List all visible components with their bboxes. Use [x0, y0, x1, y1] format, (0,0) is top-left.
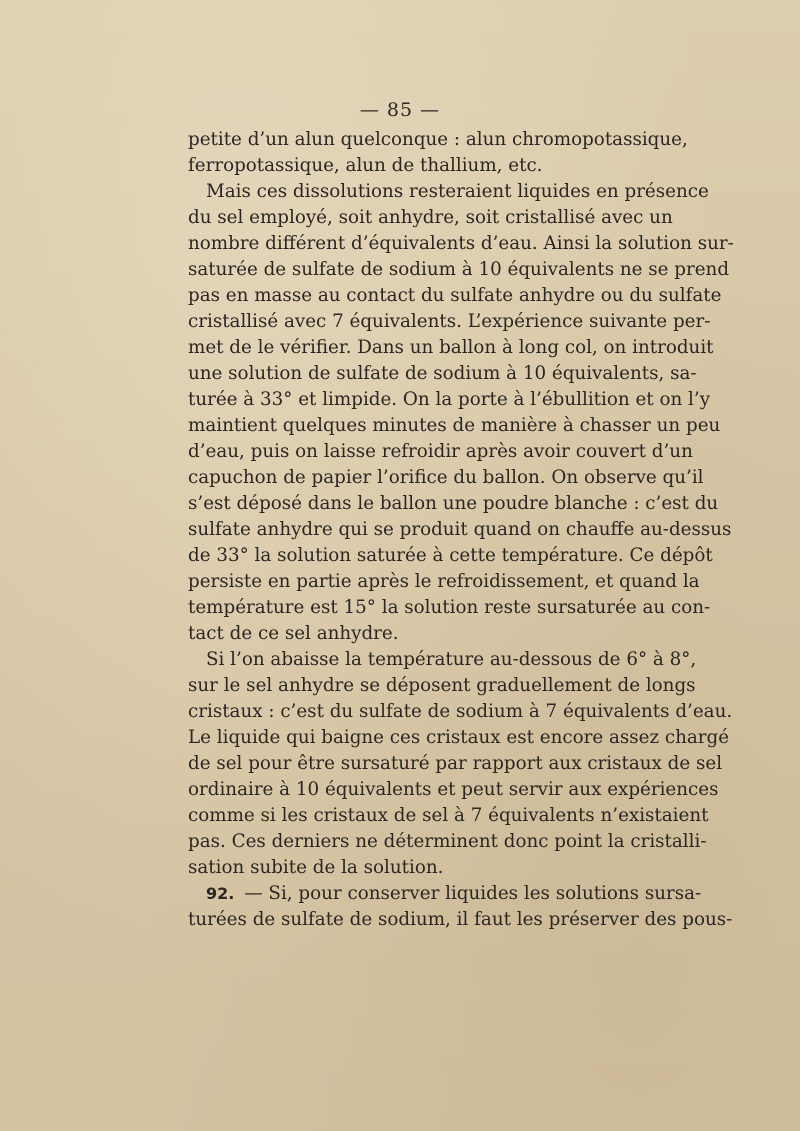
text-line: pas en masse au contact du sulfate anhydre ou du sulfate: [188, 285, 722, 306]
text-line: sation subite de la solution.: [188, 857, 444, 878]
text-line: persiste en partie après le refroidissement, et quand la: [188, 571, 700, 592]
text-line: de sel pour être sursaturé par rapport aux cristaux de sel: [188, 753, 723, 774]
paragraph-92-first-line: [188, 881, 702, 907]
text-line: s’est déposé dans le ballon une poudre blanche : c’est du: [188, 493, 719, 514]
paragraph-number: 92.: [206, 884, 235, 903]
text-line: sulfate anhydre qui se produit quand on chauffe au-dessus: [188, 519, 732, 540]
text-line: Mais ces dissolutions resteraient liquides en présence: [206, 181, 709, 202]
body-text: [188, 127, 734, 933]
text-line: — Si, pour conserver liquides les solutions sursa-: [244, 883, 702, 904]
text-line: petite d’un alun quelconque : alun chromopotassique,: [188, 129, 688, 150]
text-line: ferropotassique, alun de thallium, etc.: [188, 155, 543, 176]
text-line: de 33° la solution saturée à cette température. Ce dépôt: [188, 545, 713, 566]
text-line: turée à 33° et limpide. On la porte à l’ébullition et on l’y: [188, 389, 711, 410]
text-line: une solution de sulfate de sodium à 10 équivalents, sa-: [188, 363, 697, 384]
page-number: — 85 —: [359, 99, 441, 121]
text-line: Si l’on abaisse la température au-dessous de 6° à 8°,: [206, 649, 697, 670]
text-line: capuchon de papier l’orifice du ballon. On observe qu’il: [188, 467, 704, 488]
text-line: tact de ce sel anhydre.: [188, 623, 399, 644]
text-line: cristallisé avec 7 équivalents. L’expérience suivante per-: [188, 311, 711, 332]
text-line: d’eau, puis on laisse refroidir après avoir couvert d’un: [188, 441, 693, 462]
text-line: met de le vérifier. Dans un ballon à long col, on introduit: [188, 337, 714, 358]
text-line: du sel employé, soit anhydre, soit cristallisé avec un: [188, 207, 673, 228]
text-line: saturée de sulfate de sodium à 10 équivalents ne se prend: [188, 259, 730, 280]
text-line: température est 15° la solution reste sursaturée au con-: [188, 597, 711, 618]
text-line: maintient quelques minutes de manière à chasser un peu: [188, 415, 721, 436]
text-line: ordinaire à 10 équivalents et peut servir aux expériences: [188, 779, 719, 800]
text-line: pas. Ces derniers ne déterminent donc point la cristalli-: [188, 831, 707, 852]
text-line: sur le sel anhydre se déposent graduellement de longs: [188, 675, 696, 696]
text-line: nombre différent d’équivalents d’eau. Ainsi la solution sur-: [188, 233, 734, 254]
text-line: turées de sulfate de sodium, il faut les préserver des pous-: [188, 909, 733, 930]
text-line: cristaux : c’est du sulfate de sodium à 7 équivalents d’eau.: [188, 701, 733, 722]
text-line: Le liquide qui baigne ces cristaux est encore assez chargé: [188, 727, 730, 748]
text-line: comme si les cristaux de sel à 7 équivalents n’existaient: [188, 805, 709, 826]
